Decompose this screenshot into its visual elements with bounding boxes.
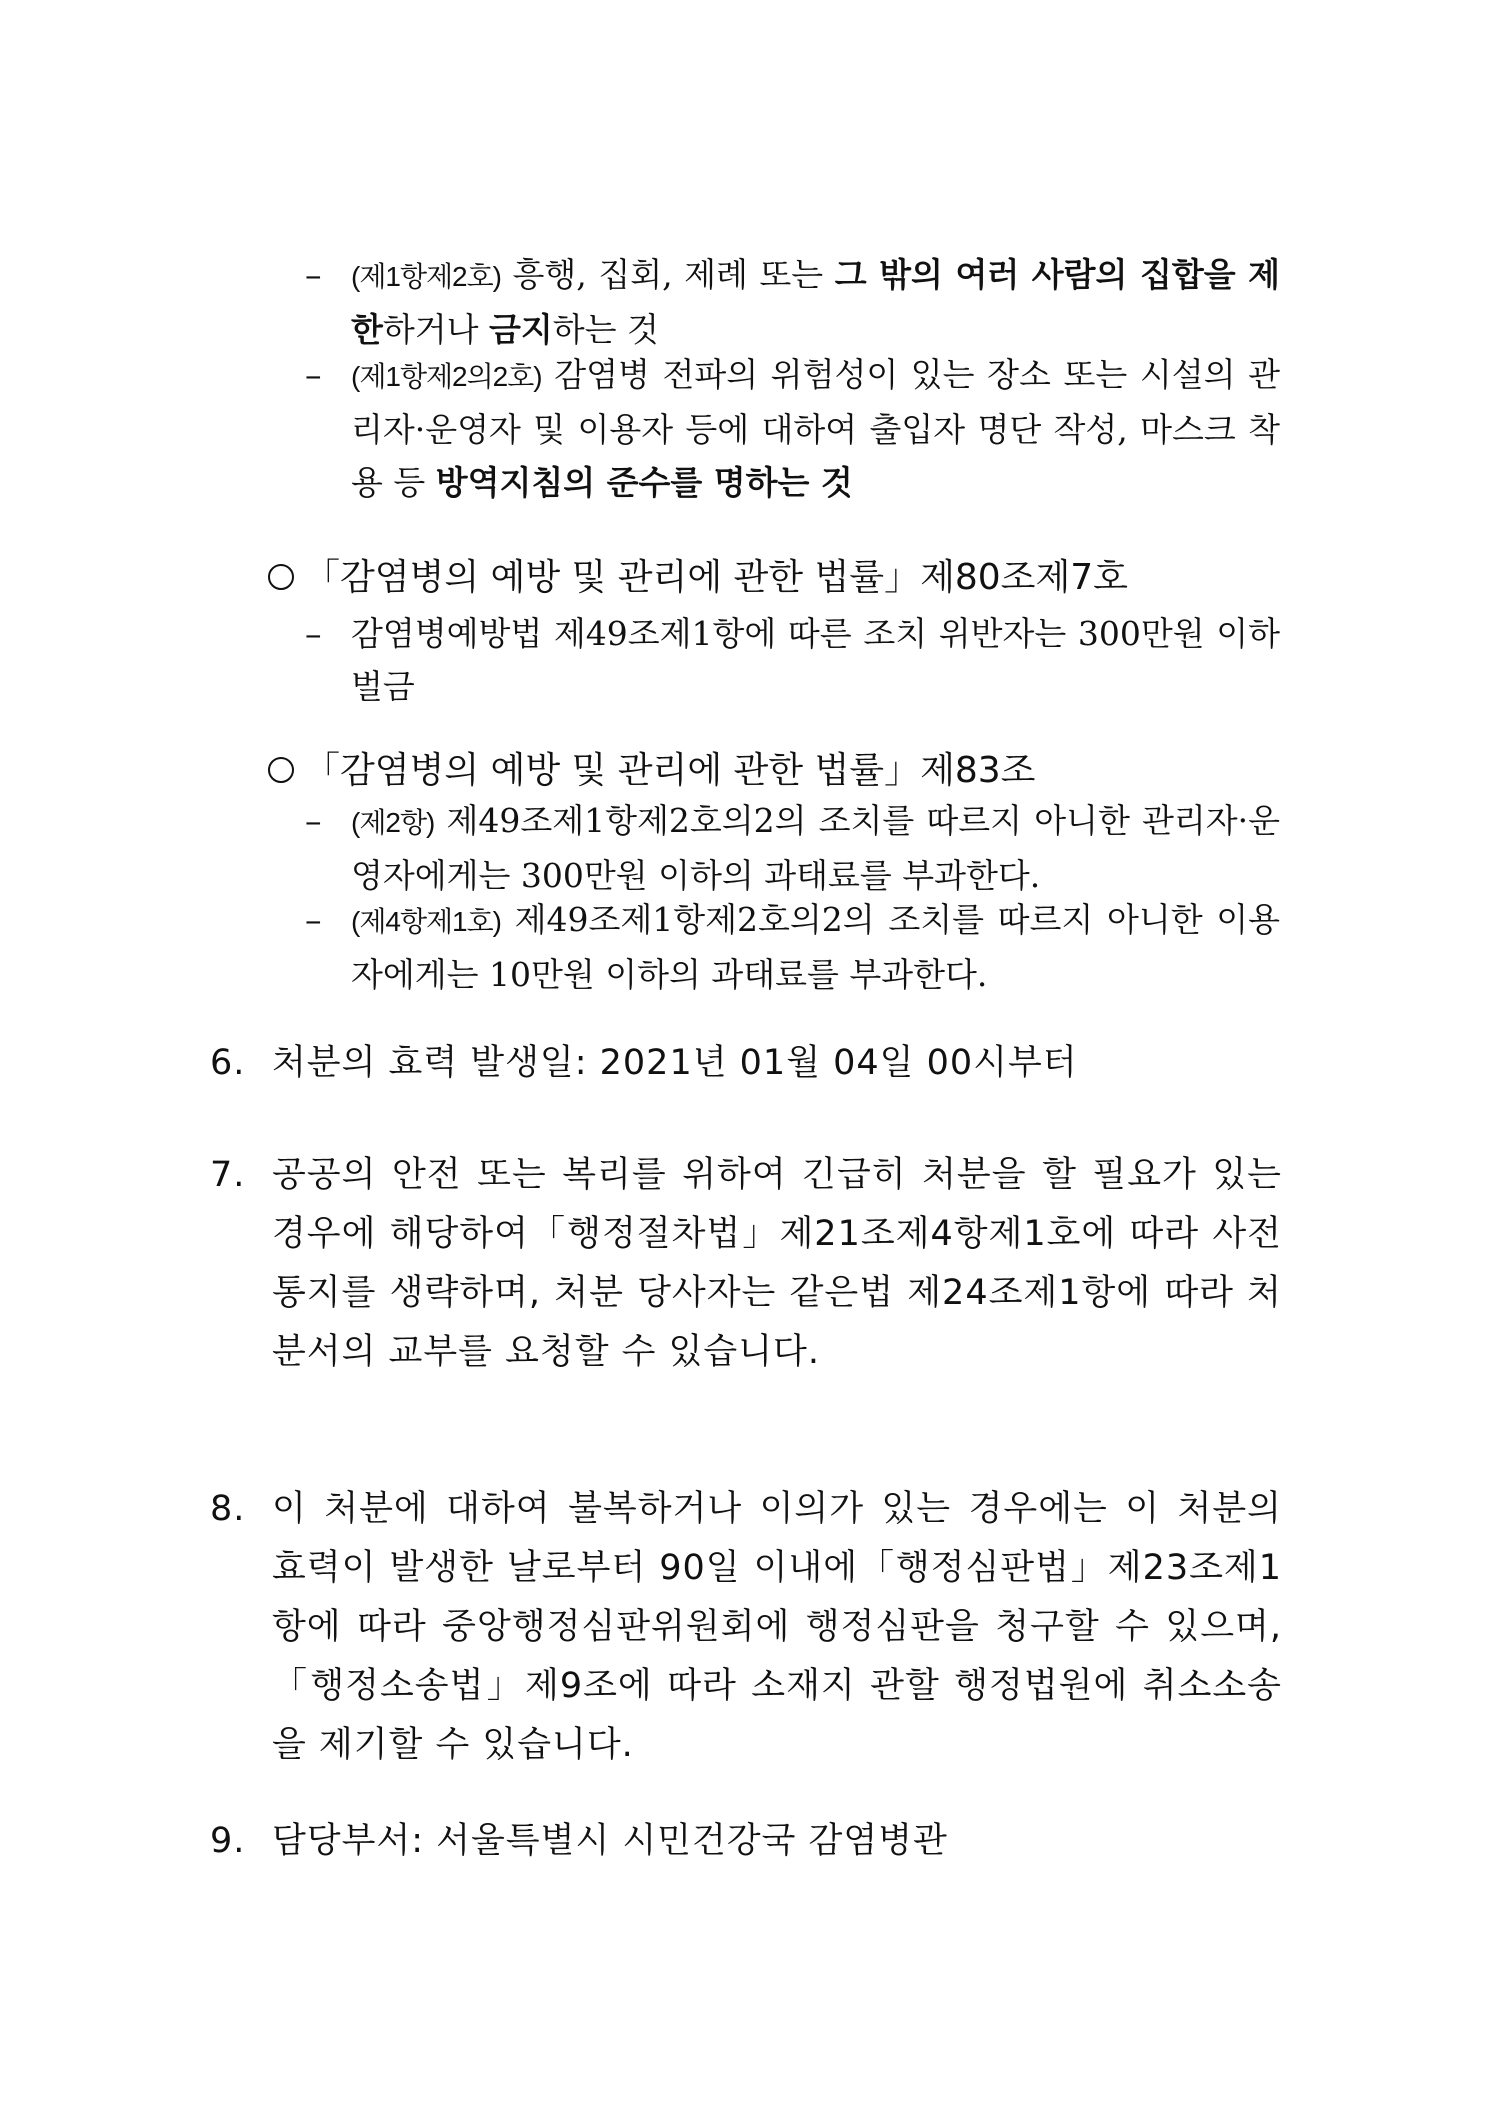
dash-bullet: – (305, 801, 322, 840)
numbered-item-7 (210, 1146, 1282, 1382)
numbered-item-9 (210, 1812, 1282, 1871)
circle-bullet-icon (268, 757, 294, 783)
law-item-83-4-1 (305, 893, 1280, 1001)
law-item-1-2 (305, 248, 1280, 356)
law-item-83-2 (305, 794, 1280, 902)
section-heading-80: 「감염병의 예방 및 관리에 관한 법률」제80조제7호 (268, 553, 1268, 603)
item-text: 담당부서: 서울특별시 시민건강국 감염병관 (272, 1821, 948, 1861)
item-text: 이 처분에 대하여 불복하거나 이의가 있는 경우에는 이 처분의 효력이 발생한 날로부터 90일 이내에「행정심판법」제23조제1항에 따라 중앙행정심판위원회에 행정심판을 청구할 수 있으며, 「행정소송법」제9조에 따라 소재지 관할 행정법원에 취소소송을 제기할 수 있습니다. (272, 1489, 1282, 1765)
law-item-text: (제1항제2의2호) 감염병 전파의 위험성이 있는 장소 또는 시설의 관리자·운영자 및 이용자 등에 대하여 출입자 명단 작성, 마스크 착용 등 방역지침의 준수를 명하는 것 (351, 355, 1280, 502)
law-item-1-2-2 (305, 348, 1280, 509)
dash-bullet: – (305, 900, 322, 939)
item-number: 7. (210, 1155, 246, 1195)
item-text: 처분의 효력 발생일: 2021년 01월 04일 00시부터 (272, 1043, 1078, 1083)
item-number: 6. (210, 1043, 246, 1083)
numbered-item-8 (210, 1480, 1282, 1775)
item-number: 8. (210, 1489, 246, 1529)
law-item-text: (제2항) 제49조제1항제2호의2의 조치를 따르지 아니한 관리자·운영자에게는 300만원 이하의 과태료를 부과한다. (351, 801, 1280, 895)
law-item-80 (305, 607, 1280, 713)
dash-bullet: – (305, 614, 322, 653)
item-text: 공공의 안전 또는 복리를 위하여 긴급히 처분을 할 필요가 있는 경우에 해당하여「행정절차법」제21조제4항제1호에 따라 사전통지를 생략하며, 처분 당사자는 같은법 제24조제1항에 따라 처분서의 교부를 요청할 수 있습니다. (272, 1155, 1282, 1372)
numbered-item-6 (210, 1034, 1282, 1093)
dash-bullet: – (305, 355, 322, 394)
section-heading-83: 「감염병의 예방 및 관리에 관한 법률」제83조 (268, 746, 1268, 796)
law-item-text: 감염병예방법 제49조제1항에 따른 조치 위반자는 300만원 이하 벌금 (351, 614, 1280, 706)
item-number: 9. (210, 1821, 246, 1861)
dash-bullet: – (305, 255, 322, 294)
circle-bullet-icon (268, 564, 294, 590)
law-item-text: (제1항제2호) 흥행, 집회, 제례 또는 그 밖의 여러 사람의 집합을 제한하거나 금지하는 것 (351, 255, 1280, 349)
law-item-text: (제4항제1호) 제49조제1항제2호의2의 조치를 따르지 아니한 이용자에게는 10만원 이하의 과태료를 부과한다. (351, 900, 1280, 994)
